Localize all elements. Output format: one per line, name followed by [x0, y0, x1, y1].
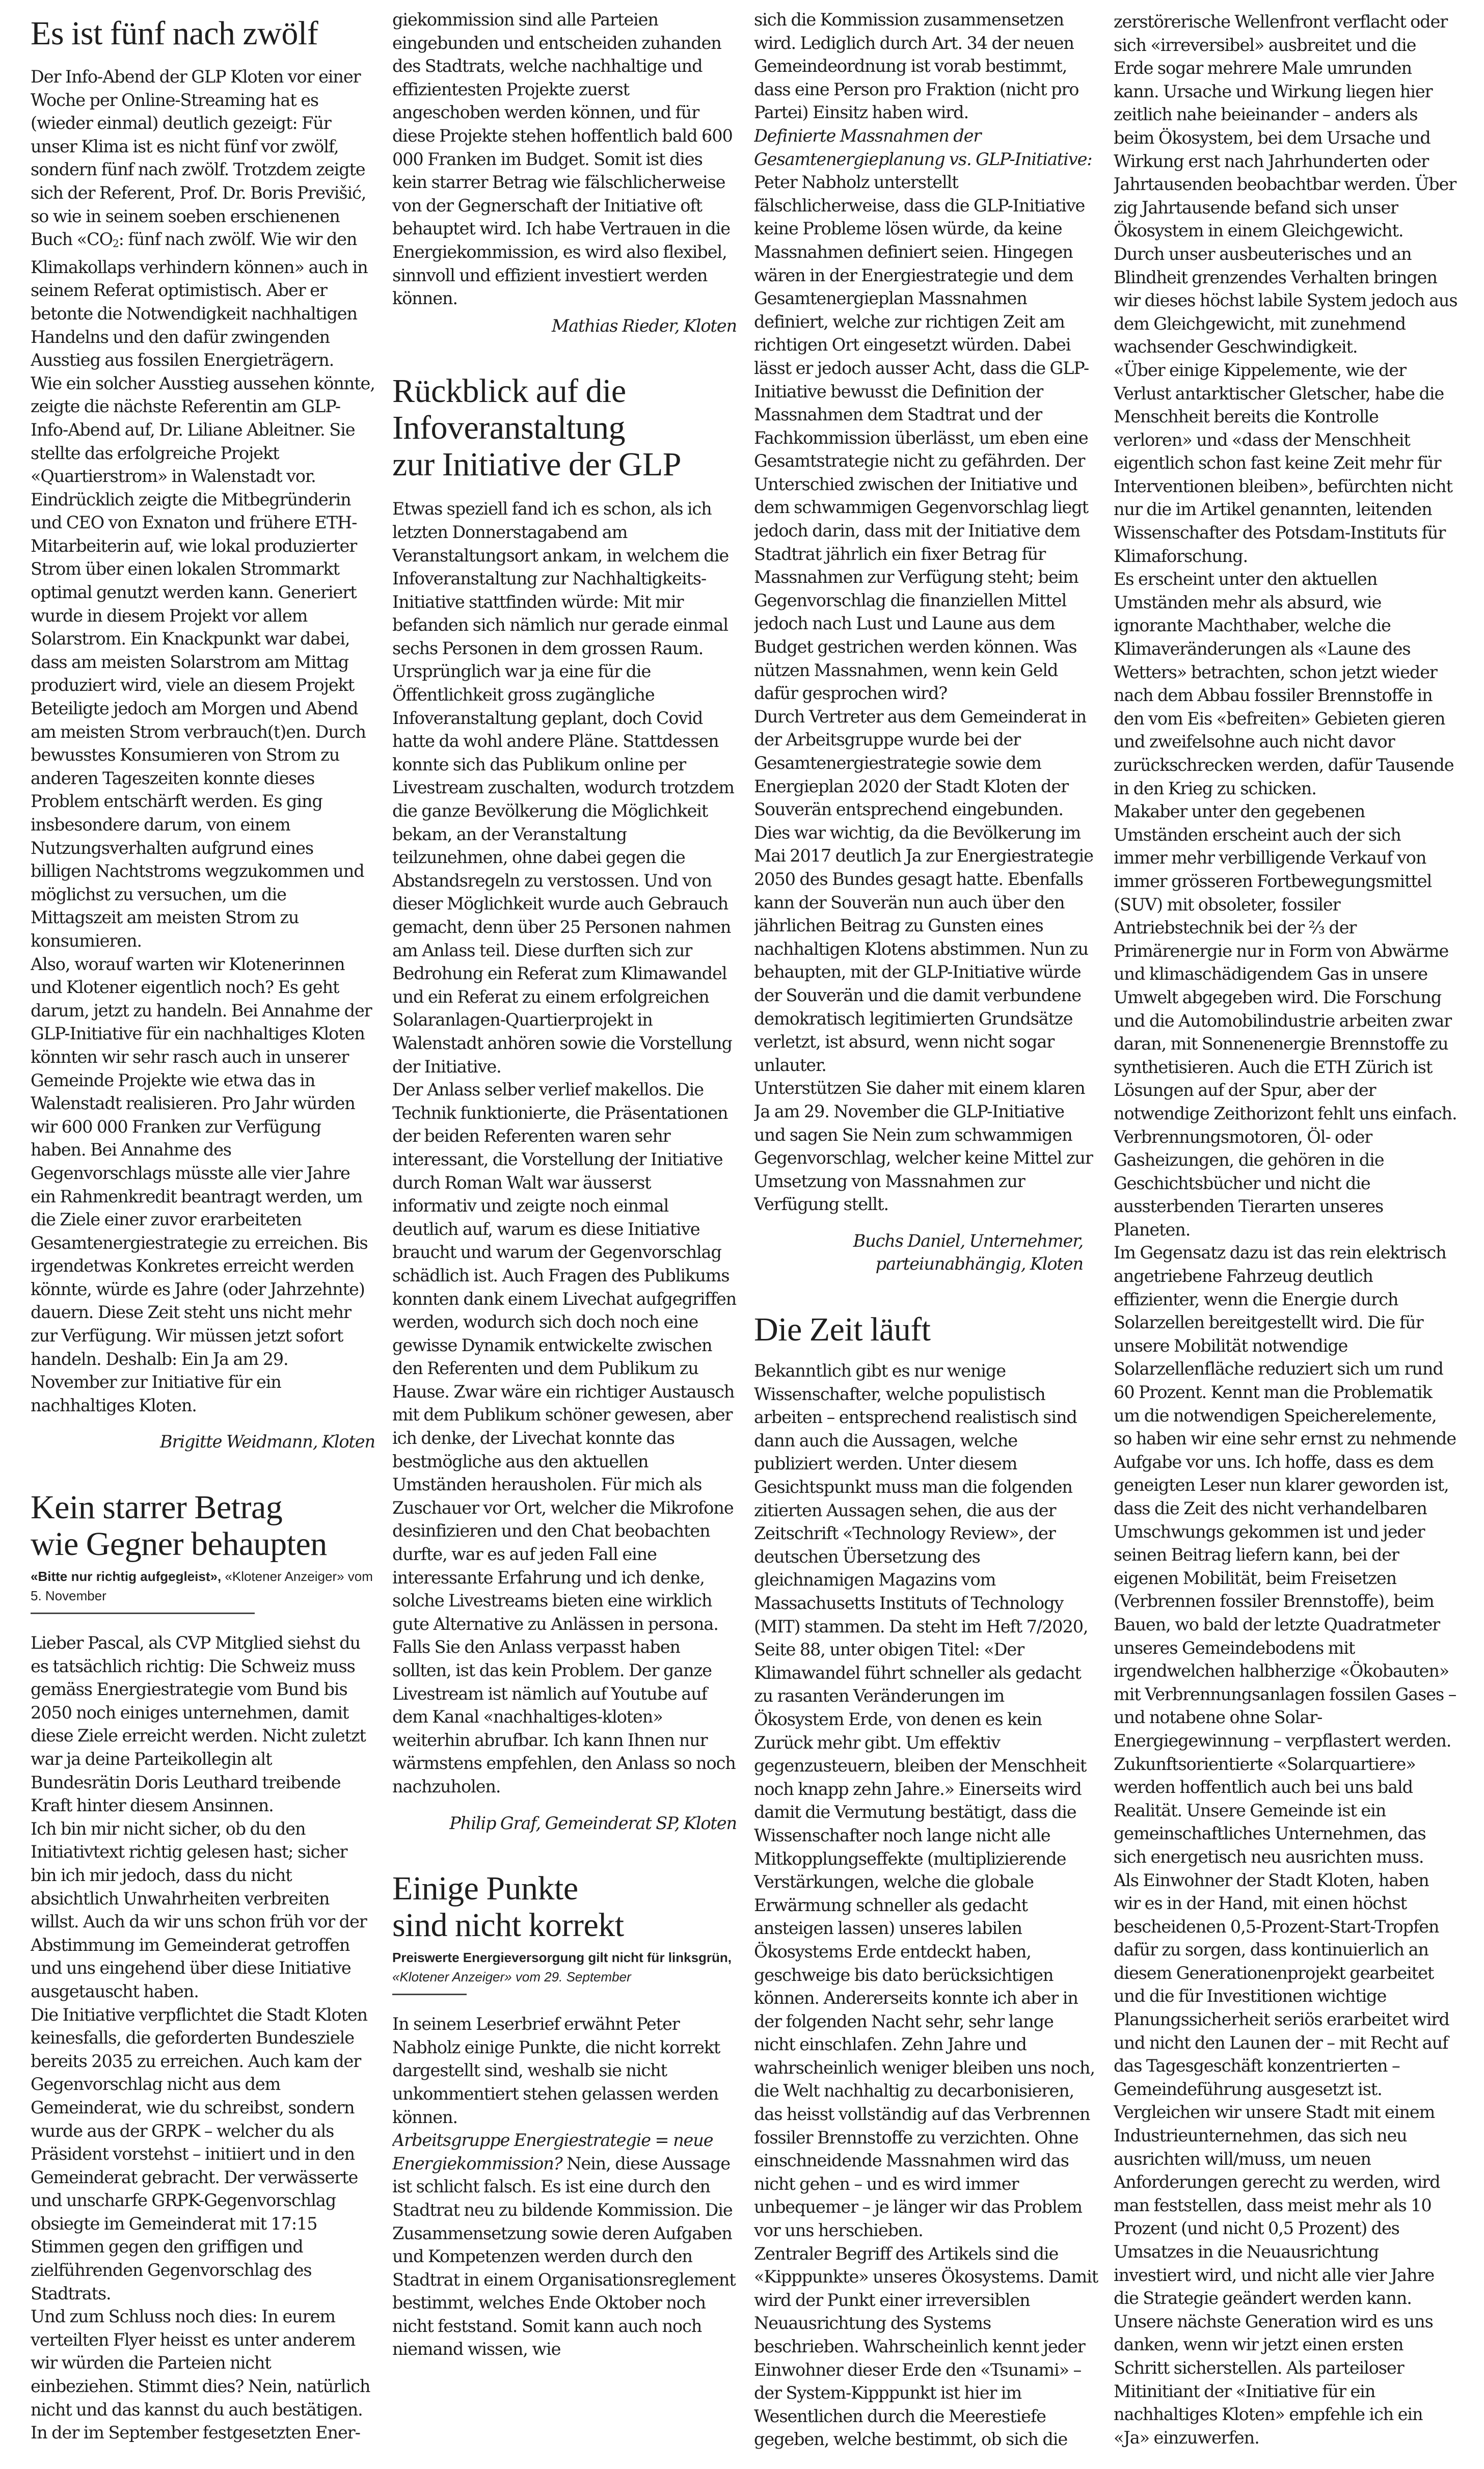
article-title-line: wie Gegner behaupten: [31, 1525, 327, 1563]
article-einige-punkte: [392, 1870, 737, 2361]
paragraph: Falls Sie den Anlass verpasst haben sollten, ist das kein Problem. Der ganze Livestream ist nämlich auf Youtube auf dem Kanal «nachhaltiges-kloten» weiterhin abrufbar. Ich kann Ihnen nur wärmstens empfehlen, den Anlass so noch nachzuholen.: [392, 1637, 736, 1796]
divider: [392, 1994, 467, 1995]
paragraph: Die Initiative verpflichtet die Stadt Kloten keinesfalls, die geforderten Bundesziele bereits 2035 zu erreichen. Auch kam der Gegenvorschlag nicht aus dem Gemeinderat, wie du schreibst, sondern wurde aus der GRPK – welcher du als Präsident vorstehst – initiiert und in den Gemeinderat gebracht. Der verwässerte und unscharfe GRPK-Gegenvorschlag obsiegte im Gemeinderat mit 17:15 Stimmen gegen den griffigen und zielführenden Gegenvorschlag des Stadtrats.: [31, 2004, 368, 2303]
reference-line: [31, 1567, 375, 1605]
signature-line: parteiunabhängig, Kloten: [875, 1254, 1083, 1274]
article-title-line: Kein starrer Betrag: [31, 1489, 283, 1526]
article-title-line: Rückblick auf die: [392, 372, 626, 410]
paragraph: Unterstützen Sie daher mit einem klaren Ja am 29. November die GLP-Initiative und sagen Sie Nein zum schwammigen Gegenvorschlag, welcher keine Mittel zur Umsetzung von Massnahmen zur Verfügung stellt.: [754, 1078, 1093, 1215]
paragraph-continued: sich die Kommission zusammensetzen wird. Lediglich durch Art. 34 der neuen Gemeindeordnung ist vorab bestimmt, dass eine Person pro Fraktion (nicht pro Partei) Einsitz haben wird.: [754, 10, 1079, 123]
reference-title: Preiswerte Energieversorgung gilt nicht für linksgrün,: [392, 1950, 732, 1966]
paragraph-continued: zerstörerische Wellenfront verflacht oder sich «irreversibel» ausbreitet und die Erde sogar mehrere Male umrunden kann. Ursache und Wirkung liegen hier zeitlich nahe beieinander – anders als beim Ökosystem, bei dem Ursache und Wirkung erst nach Jahrhunderten oder Jahrtausenden beobachtbar werden. Über zig Jahrtausende befand sich unser Ökosystem in einem Gleichgewicht. Durch unser ausbeuterisches und an Blindheit grenzendes Verhalten bringen wir dieses höchst labile System jedoch aus dem Gleichgewicht, mit zunehmend wachsender Geschwindigkeit.: [1114, 12, 1458, 357]
author-signature: Philip Graf, Gemeinderat SP, Kloten: [449, 1813, 737, 1833]
column-2: [392, 0, 737, 2462]
article-title-line: zur Initiative der GLP: [392, 446, 681, 484]
article-rueckblick-infoveranstaltung: [392, 373, 737, 1835]
paragraph: Vergleichen wir unsere Stadt mit einem Industrieunternehmen, das sich neu ausrichten will/muss, um neuen Anforderungen gerecht zu werden, wird man feststellen, dass meist mehr als 10 Prozent (und nicht 0,5 Prozent) des Umsatzes in die Neuausrichtung investiert wird, und nicht alle vier Jahre die Strategie geändert werden kann. Unsere nächste Generation wird es uns danken, wenn wir jetzt einen ersten Schritt sicherstellen. Als parteiloser Mitinitiant der «Initiative für ein nachhaltiges Kloten» empfehle ich ein «Ja» einzuwerfen.: [1114, 2102, 1440, 2448]
paragraph: Also, worauf warten wir Klotenerinnen und Klotener eigentlich noch? Es geht darum, jetzt zu handeln. Bei Annahme der GLP-Initiative für ein nachhaltiges Kloten könnten wir sehr rasch auch in unserer Gemeinde Projekte wie etwa das in Walenstadt realisieren. Pro Jahr würden wir 600 000 Franken zur Verfügung haben. Bei Annahme des Gegenvorschlags müsste alle vier Jahre ein Rahmenkredit beantragt werden, um die Ziele einer zuvor erarbeiteten Gesamtenergiestrategie zu erreichen. Bis irgendetwas Konkretes erreicht werden könnte, würde es Jahre (oder Jahrzehnte) dauern. Diese Zeit steht uns nicht mehr zur Verfügung. Wir müssen jetzt sofort handeln. Deshalb: Ein Ja am 29. November zur Initiative für ein nachhaltiges Kloten.: [31, 954, 372, 1415]
paragraph: «Über einige Kippelemente, wie der Verlust antarktischer Gletscher, habe die Menschheit bereits die Kontrolle verloren» und «dass der Menschheit eigentlich schon fast keine Zeit mehr für Interventionen bleiben», befürchten nicht nur die im Artikel genannten, leitenden Wissenschafter des Potsdam-Instituts für Klimaforschung.: [1114, 360, 1452, 566]
column-4: [1114, 0, 1458, 2464]
paragraph: [754, 124, 1098, 705]
paragraph: Lieber Pascal, als CVP Mitglied siehst du es tatsächlich richtig: Die Schweiz muss gemäss Energiestrategie vom Bund bis 2050 noch einiges unternehmen, damit diese Ziele erreicht werden. Nicht zuletzt war ja deine Parteikollegin alt Bundesrätin Doris Leuthard treibende Kraft hinter diesem Ansinnen.: [31, 1633, 366, 1816]
paragraph: Makaber unter den gegebenen Umständen erscheint auch der sich immer mehr verbilligende Verkauf von immer grösseren Fortbewegungsmittel (SUV) mit obsoleter, fossiler Antriebstechnik bei der ⅔ der Primärenergie nur in Form von Abwärme und klimaschädigendem Gas in unsere Umwelt abgegeben wird. Die Forschung und die Automobilindustrie arbeiten zwar daran, mit Sonnenenergie Brennstoffe zu synthetisieren. Auch die ETH Zürich ist Lösungen auf der Spur, aber der notwendige Zeithorizont fehlt uns einfach. Verbrennungsmotoren, Öl- oder Gasheizungen, die gehören in die Geschichtsbücher und nicht die aussterbenden Tierarten unseres Planeten.: [1114, 801, 1457, 1240]
column-1: [31, 0, 375, 2469]
reference-line: [392, 1948, 737, 1987]
text: : fünf nach zwölf. Wie wir den Klimakollaps verhindern können» auch in seinem Referat optimistisch. Aber er betonte die Notwendigkeit nachhaltigen Handelns und den dafür zwingenden Ausstieg aus fossilen Energieträgern.: [31, 229, 368, 370]
paragraph: Etwas speziell fand ich es schon, als ich letzten Donnerstagabend am Veranstaltungsort ankam, in welchem die Infoveranstaltung zur Nachhaltigkeits-Initiative stattfinden würde: Mit mir befanden sich nämlich nur gerade einmal sechs Personen in dem grossen Raum. Ursprünglich war ja eine für die Öffentlichkeit gross zugängliche Infoveranstaltung geplant, doch Covid hatte da wohl andere Pläne. Stattdessen konnte sich das Publikum online per Livestream zuschalten, wodurch trotzdem die ganze Bevölkerung die Möglichkeit bekam, an der Veranstaltung teilzunehmen, ohne dabei gegen die Abstandsregeln zu verstossen. Und von dieser Möglichkeit wurde auch Gebrauch gemacht, denn über 25 Personen nahmen am Anlass teil. Diese durften sich zur Bedrohung ein Referat zum Klimawandel und ein Referat zu einem erfolgreichen Solaranlagen-Quartierprojekt in Walenstadt anhören sowie die Vorstellung der Initiative.: [392, 499, 734, 1077]
column-3: [754, 0, 1098, 2462]
paragraph: [392, 2129, 737, 2361]
author-signature: Brigitte Weidmann, Kloten: [159, 1432, 375, 1452]
paragraph: Zentraler Begriff des Artikels sind die «Kipppunkte» unseres Ökosystems. Damit wird der Punkt einer irreversiblen Neuausrichtung des Systems beschrieben. Wahrscheinlich kennt jeder Einwohner dieser Erde den «Tsunami» – der System-Kipppunkt ist hier im Wesentlichen durch die Meerestiefe gegeben, welche bestimmt, ob sich die: [754, 2243, 1098, 2450]
article-die-zeit-laeuft: [754, 1311, 1098, 2451]
article-header: [31, 1489, 375, 1614]
paragraph-continued: giekommission sind alle Parteien eingebunden und entscheiden zuhanden des Stadtrats, welche nachhaltige und effizientesten Projekte zuerst angeschoben werden können, und für diese Projekte stehen hoffentlich bald 600 000 Franken im Budget. Somit ist dies kein starrer Betrag wie fälschlicherweise von der Gegnerschaft der Initiative oft behauptet wird. Ich habe Vertrauen in die Energiekommission, es wird also flexibel, sinnvoll und effizient investiert werden können.: [392, 10, 733, 309]
reference-title: «Bitte nur richtig aufgegleist»,: [31, 1569, 222, 1585]
author-signature: Mathias Rieder, Kloten: [551, 315, 737, 336]
italic-lead: Arbeitsgruppe Energiestrategie = neue Energiekommission?: [392, 2130, 713, 2173]
article-es-ist-fuenf-nach-zwoelf: [31, 15, 375, 1454]
paragraph: Der Anlass selber verlief makellos. Die Technik funktionierte, die Präsentationen der beiden Referenten waren sehr interessant, die Vorstellung der Initiative durch Roman Walt war äusserst informativ und zeigte noch einmal deutlich auf, warum es diese Initiative braucht und warum der Gegenvorschlag schädlich ist. Auch Fragen des Publikums konnten dank einem Livechat aufgegriffen werden, wodurch sich doch noch eine gewisse Dynamik entwickelte zwischen den Referenten und dem Publikum zu Hause. Zwar wäre ein richtiger Austausch mit dem Publikum schöner gewesen, aber ich denke, der Livechat konnte das bestmögliche aus den aktuellen Umständen herausholen. Für mich als Zuschauer vor Ort, welcher die Mikrofone desinfizieren und den Chat beobachten durfte, war es auf jeden Fall eine interessante Erfahrung und ich denke, solche Livestreams bieten eine wirklich gute Alternative zu Anlässen in persona.: [392, 1080, 737, 1634]
paragraph: Als Einwohner der Stadt Kloten, haben wir es in der Hand, mit einen höchst bescheidenen 0,5-Prozent-Start-Tropfen dafür zu sorgen, dass kontinuierlich an diesem Generationenprojekt gearbeitet und die für Investitionen wichtige Planungssicherheit seriös erarbeitet wird und nicht den Launen der – mit Recht auf das Tagesgeschäft konzentrierten – Gemeindeführung ausgesetzt ist.: [1114, 1870, 1449, 2099]
paragraph: Ich bin mir nicht sicher, ob du den Initiativtext richtig gelesen hast; sicher bin ich mir jedoch, dass du nicht absichtlich Unwahrheiten verbreiten willst. Auch da wir uns schon früh vor der Abstimmung im Gemeinderat getroffen und uns eingehend über diese Initiative ausgetauscht haben.: [31, 1818, 367, 2001]
reference-source: «Klotener Anzeiger» vom 29. September: [392, 1969, 631, 1985]
text: Peter Nabholz unterstellt fälschlicherweise, dass die GLP-Initiative keine Probleme lösen würde, da keine Massnahmen definiert seien. Hingegen wären in der Energiestrategie und dem Gesamtenergieplan Massnahmen definiert, welche zur richtigen Zeit am richtigen Ort eingesetzt würden. Dabei lässt er jedoch ausser Acht, dass die GLP-Initiative bewusst die Definition der Massnahmen dem Stadtrat und der Fachkommission überlässt, um eben eine Gesamtstrategie nicht zu gefährden. Der Unterschied zwischen der Initiative und dem schwammigen Gegenvorschlag liegt jedoch darin, dass mit der Initiative dem Stadtrat jährlich ein fixer Betrag für Massnahmen zur Verfügung steht; beim Gegenvorschlag die finanziellen Mittel jedoch nach Lust und Laune aus dem Budget gestrichen werden können. Was nützen Massnahmen, wenn kein Geld dafür gesprochen wird?: [754, 172, 1089, 704]
article-title: Es ist fünf nach zwölf: [31, 15, 318, 52]
paragraph: In der im September festgesetzten Ener-: [31, 2423, 360, 2443]
signature-line: Buchs Daniel, Unternehmer,: [853, 1230, 1083, 1251]
text: Nein, diese Aussage ist schlicht falsch. Es ist eine durch den Stadtrat neu zu bildende Kommission. Die Zusammensetzung sowie deren Aufgaben und Kompetenzen werden durch den Stadtrat in einem Organisationsreglement bestimmt, welches Ende Oktober noch nicht feststand. Somit kann auch noch niemand wissen, wie: [392, 2153, 736, 2359]
paragraph: Es erscheint unter den aktuellen Umständen mehr als absurd, wie ignorante Machthaber, welche die Klimaveränderungen als «Laune des Wetters» betrachten, schon jetzt wieder nach dem Abbau fossiler Brennstoffe in den vom Eis «befreiten» Gebieten gieren und zweifelsohne auch nicht davor zurückschrecken werden, dafür Tausende in den Krieg zu schicken.: [1114, 569, 1454, 798]
divider: [31, 1613, 255, 1614]
paragraph: Durch Vertreter aus dem Gemeinderat in der Arbeitsgruppe wurde bei der Gesamtenergiestrategie sowie dem Energieplan 2020 der Stadt Kloten der Souverän entsprechend eingebunden. Dies war wichtig, da die Bevölkerung im Mai 2017 deutlich Ja zur Energiestrategie 2050 des Bundes gesagt hatte. Ebenfalls kann der Souverän nun auch über den jährlichen Beitrag zu Gunsten eines nachhaltigen Klotens abstimmen. Nun zu behaupten, mit der GLP-Initiative würde der Souverän und die damit verbundene demokratisch legitimierten Grundsätze verletzt, ist absurd, wenn nicht sogar unlauter.: [754, 706, 1093, 1075]
article-header: [392, 1870, 737, 1995]
article-header: [754, 1311, 1098, 1348]
paragraph: Im Gegensatz dazu ist das rein elektrisch angetriebene Fahrzeug deutlich effizienter, wenn die Energie durch Solarzellen bereitgestellt wird. Die für unsere Mobilität notwendige Solarzellenfläche reduziert sich um rund 60 Prozent. Kennt man die Problematik um die notwendigen Speicherelemente, so haben wir eine sehr ernst zu nehmende Aufgabe vor uns. Ich hoffe, dass es dem geneigten Leser nun klarer geworden ist, dass die Zeit des nicht verhandelbaren Umschwungs gekommen ist und jeder seinen Beitrag liefern kann, bei der eigenen Mobilität, beim Freisetzen (Verbrennen fossiler Brennstoffe), beim Bauen, wo bald der letzte Quadratmeter unseres Gemeindebodens mit irgendwelchen halbherzige «Ökobauten» mit Verbrennungsanlagen fossilen Gases – und notabene ohne Solar-Energiegewinnung – verpflastert werden. Zukunftsorientierte «Solarquartiere» werden hoffentlich auch bei uns bald Realität. Unsere Gemeinde ist ein gemeinschaftliches Unternehmen, das sich energetisch neu ausrichten muss.: [1114, 1243, 1456, 1867]
paragraph: Wie ein solcher Ausstieg aussehen könnte, zeigte die nächste Referentin am GLP-Info-Abend auf, Dr. Liliane Ableitner. Sie stellte das erfolgreiche Projekt «Quartierstrom» in Walenstadt vor. Eindrücklich zeigte die Mitbegründerin und CEO von Exnaton und frühere ETH-Mitarbeiterin auf, wie lokal produzierter Strom über einen lokalen Strommarkt optimal genutzt werden kann. Generiert wurde in diesem Projekt vor allem Solarstrom. Ein Knackpunkt war dabei, dass am meisten Solarstrom am Mittag produziert wird, viele an diesem Projekt Beteiligte jedoch am Morgen und Abend am meisten Strom verbrauch(t)en. Durch bewusstes Konsumieren von Strom zu anderen Tageszeiten konnte dieses Problem entschärft werden. Es ging insbesondere darum, von einem Nutzungsverhalten aufgrund eines billigen Nachtstroms wegzukommen und möglichst zu versuchen, um die Mittagszeit am meisten Strom zu konsumieren.: [31, 373, 375, 951]
article-kein-starrer-betrag: [31, 1489, 375, 2445]
paragraph: Bekanntlich gibt es nur wenige Wissenschafter, welche populistisch arbeiten – entsprechend realistisch sind dann auch die Aussagen, welche publiziert werden. Unter diesem Gesichtspunkt muss man die folgenden zitierten Aussagen sehen, die aus der Zeitschrift «Technology Review», der deutschen Übersetzung des gleichnamigen Magazins vom Massachusetts Instituts of Technology (MIT) stammen. Da steht im Heft 7/2020, Seite 88, unter obigen Titel: «Der Klimawandel führt schneller als gedacht zu rasanten Veränderungen im Ökosystem Erde, von denen es kein Zurück mehr gibt. Um effektiv gegenzusteuern, bleiben der Menschheit noch knapp zehn Jahre.» Einerseits wird damit die Vermutung bestätigt, dass die Wissenschafter noch lange nicht alle Mitkopplungseffekte (multiplizierende Verstärkungen, welche die globale Erwärmung schneller als gedacht ansteigen lassen) unseres labilen Ökosystems Erde entdeckt haben, geschweige bis dato berücksichtigen können. Andererseits konnte ich aber in der folgenden Nacht sehr, sehr lange nicht einschlafen. Zehn Jahre und wahrscheinlich weniger bleiben uns noch, die Welt nachhaltig zu decarbonisieren, das heisst vollständig auf das Verbrennen fossiler Brennstoffe zu verzichten. Ohne einschneidende Massnahmen wird das nicht gehen – und es wird immer unbequemer – je länger wir das Problem vor uns herschieben.: [754, 1361, 1095, 2241]
text: Der Info-Abend der GLP Kloten vor einer Woche per Online-Streaming hat es (wieder einmal) deutlich gezeigt: Für unser Klima ist es nicht fünf vor zwölf, sondern fünf nach zwölf. Trotzdem zeigte sich der Referent, Prof. Dr. Boris Previšić, so wie in seinem soeben erschienenen Buch «CO: [31, 67, 366, 250]
subscript: 2: [112, 237, 119, 250]
paragraph: In seinem Leserbrief erwähnt Peter Nabholz einige Punkte, die nicht korrekt dargestellt sind, weshalb sie nicht unkommentiert stehen gelassen werden können.: [392, 2014, 720, 2127]
article-title: Die Zeit läuft: [754, 1311, 931, 1349]
article-header: [392, 373, 737, 483]
reference-source: «Klotener Anzeiger» vom 5. November: [31, 1569, 373, 1604]
author-signature: [754, 1229, 1083, 1276]
paragraph: Und zum Schluss noch dies: In eurem verteilten Flyer heisst es unter anderem wir würden die Parteien nicht einbeziehen. Stimmt dies? Nein, natürlich nicht und das kannst du auch bestätigen.: [31, 2306, 370, 2420]
article-title-line: Einige Punkte: [392, 1870, 578, 1908]
article-title-line: Infoveranstaltung: [392, 409, 626, 447]
paragraph: [31, 65, 375, 372]
italic-lead: Definierte Massnahmen der Gesamtenergieplanung vs. GLP-Initiative:: [754, 125, 1092, 169]
article-title-line: sind nicht korrekt: [392, 1907, 624, 1944]
